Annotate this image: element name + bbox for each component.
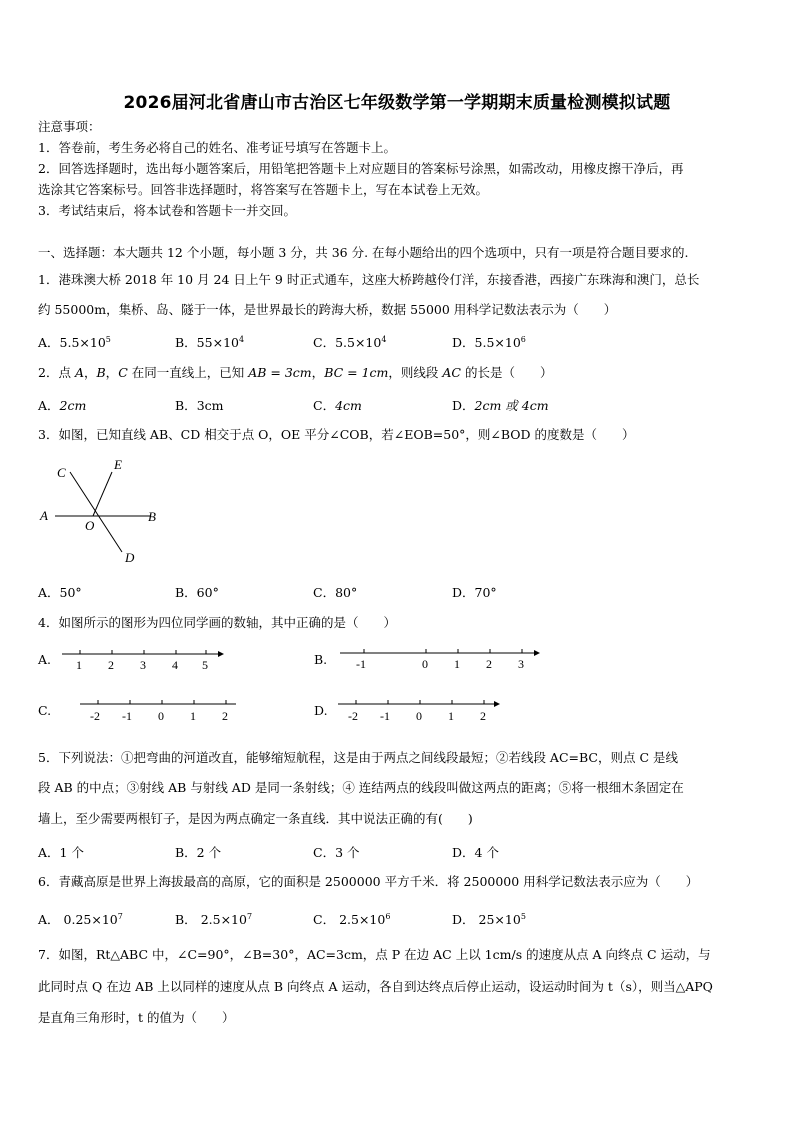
- tick-label: -2: [348, 709, 358, 723]
- q3-question: 3．如图，已知直线 AB、CD 相交于点 O，OE 平分∠COB，若∠EOB=50°，则∠BOD 的度数是（ ）: [38, 427, 635, 442]
- q7-line: 此同时点 Q 在边 AB 上以同样的速度从点 B 向终点 A 运动，各自到达终点后停止运动，设运动时间为 t（s），则当△APQ: [38, 979, 713, 994]
- number-line-a: [58, 645, 228, 673]
- number-line-b: [336, 644, 546, 672]
- q6-option-b[interactable]: [175, 910, 252, 928]
- tick-label: 1: [454, 657, 460, 671]
- tick-label: 2: [480, 709, 486, 723]
- notice-item: 3．考试结束后，将本试卷和答题卡一并交回。: [38, 203, 296, 218]
- q3-option-a[interactable]: A．50°: [38, 585, 82, 600]
- number-line-d: [334, 696, 509, 724]
- arrow-icon: [534, 650, 540, 656]
- q1-line: 约 55000m，集桥、岛、隧于一体，是世界最长的跨海大桥，数据 55000 用科学记数法表示为（ ）: [38, 302, 617, 317]
- notice-item: 2．回答选择题时，选出每小题答案后，用铅笔把答题卡上对应题目的答案标号涂黑，如需改动，用橡皮擦干净后，再: [38, 161, 684, 176]
- arrow-icon: [494, 701, 500, 707]
- tick-label: 5: [202, 658, 208, 672]
- option-text: C．5.5×10: [313, 335, 382, 350]
- point-label: C: [118, 365, 128, 380]
- exponent: 5: [520, 911, 526, 921]
- q3-figure: [30, 452, 180, 568]
- math-expression: AB = 3cm: [248, 365, 312, 380]
- q2-text: ，则线段: [388, 365, 443, 380]
- label-o: O: [85, 518, 95, 533]
- label-c: C: [57, 465, 66, 480]
- tick-label: -1: [122, 709, 132, 723]
- q1-option-b[interactable]: [175, 333, 244, 351]
- exponent: 4: [381, 334, 387, 344]
- exponent: 4: [238, 334, 245, 344]
- option-text: D．5.5×10: [452, 335, 521, 350]
- q5-line: 墙上，至少需要两根钉子，是因为两点确定一条直线．其中说法正确的有( ): [38, 811, 473, 826]
- point-label: A: [74, 365, 84, 380]
- exponent: 7: [246, 911, 253, 921]
- option-text: A．5.5×10: [38, 335, 106, 350]
- point-label: B: [96, 365, 106, 380]
- option-value: 2cm 或 4cm: [474, 398, 549, 413]
- option-letter: C．: [313, 398, 336, 413]
- option-letter: C．: [313, 912, 336, 927]
- option-letter: B．: [175, 398, 197, 413]
- tick-label: 1: [190, 709, 196, 723]
- tick-label: -1: [356, 657, 366, 671]
- option-value: 3cm: [196, 398, 224, 413]
- q5-option-c[interactable]: C．3 个: [313, 845, 360, 860]
- option-letter: D．: [452, 398, 475, 413]
- notice-item: 1．答卷前，考生务必将自己的姓名、准考证号填写在答题卡上。: [38, 140, 396, 155]
- q6-option-c[interactable]: [313, 910, 390, 928]
- label-e: E: [114, 457, 122, 472]
- q5-option-b[interactable]: B．2 个: [175, 845, 222, 860]
- q4-option-d[interactable]: D.: [314, 703, 328, 718]
- q4-option-a[interactable]: A.: [38, 652, 52, 667]
- notice-item: 选涂其它答案标号。回答非选择题时，将答案写在答题卡上，写在本试卷上无效。: [38, 182, 489, 197]
- q1-option-d[interactable]: [452, 333, 526, 351]
- option-value: 2.5×10: [339, 912, 386, 927]
- q3-option-d[interactable]: D．70°: [452, 585, 497, 600]
- tick-label: 0: [416, 709, 422, 723]
- exponent: 6: [385, 911, 391, 921]
- option-value: 0.25×10: [63, 912, 118, 927]
- tick-label: 0: [158, 709, 164, 723]
- label-b: B: [148, 509, 156, 524]
- label-a: A: [40, 508, 48, 523]
- q3-option-b[interactable]: B．60°: [175, 585, 219, 600]
- q2-text: 的长是（ ）: [460, 365, 553, 380]
- q2-option-c[interactable]: [313, 396, 362, 414]
- exponent: 5: [105, 334, 111, 344]
- q1-option-a[interactable]: [38, 333, 111, 351]
- tick-label: 3: [518, 657, 524, 671]
- q2-question: 2．点 A，B，C 在同一直线上，已知 AB = 3cm，BC = 1cm，则线段 AC 的长是（ ）: [38, 365, 553, 380]
- q6-option-d[interactable]: [452, 910, 526, 928]
- q7-line: 是直角三角形时，t 的值为（ ）: [38, 1010, 235, 1025]
- tick-label: 4: [172, 658, 178, 672]
- option-text: B．55×10: [175, 335, 239, 350]
- tick-label: -1: [380, 709, 390, 723]
- q1-line: 1．港珠澳大桥 2018 年 10 月 24 日上午 9 时正式通车，这座大桥跨越伶仃洋，东接香港，西接广东珠海和澳门，总长: [38, 272, 700, 287]
- q6-question: 6．青藏高原是世界上海拔最高的高原，它的面积是 2500000 平方千米．将 2500000 用科学记数法表示应为（ ）: [38, 874, 699, 889]
- option-value: 4cm: [335, 398, 362, 413]
- option-value: 25×10: [478, 912, 521, 927]
- arrow-icon: [218, 651, 224, 657]
- math-expression: BC = 1cm: [324, 365, 389, 380]
- tick-label: 1: [448, 709, 454, 723]
- option-value: 2.5×10: [200, 912, 247, 927]
- tick-label: 2: [486, 657, 492, 671]
- tick-label: -2: [90, 709, 100, 723]
- tick-label: 1: [76, 658, 82, 672]
- q2-text: 2．点: [38, 365, 75, 380]
- q2-option-d[interactable]: [452, 396, 549, 414]
- q5-option-d[interactable]: D．4 个: [452, 845, 499, 860]
- ray-oe: [93, 472, 112, 516]
- tick-label: 2: [222, 709, 228, 723]
- page-title: 2026届河北省唐山市古治区七年级数学第一学期期末质量检测模拟试题: [123, 93, 671, 113]
- q6-option-a[interactable]: [38, 910, 123, 928]
- option-letter: A．: [38, 912, 60, 927]
- q7-line: 7．如图，Rt△ABC 中，∠C=90°，∠B=30°，AC=3cm，点 P 在边 AC 上以 1cm/s 的速度从点 A 向终点 C 运动，与: [38, 947, 711, 962]
- q5-option-a[interactable]: A．1 个: [38, 845, 84, 860]
- label-d: D: [125, 550, 135, 565]
- option-letter: D．: [452, 912, 475, 927]
- exponent: 6: [520, 334, 526, 344]
- q4-question: 4．如图所示的图形为四位同学画的数轴，其中正确的是（ ）: [38, 615, 396, 630]
- math-expression: AC: [442, 365, 461, 380]
- q2-text: 在同一直线上，已知: [127, 365, 249, 380]
- line-cd: [70, 472, 122, 552]
- option-letter: B．: [175, 912, 197, 927]
- q5-line: 5．下列说法：①把弯曲的河道改直，能够缩短航程，这是由于两点之间线段最短；②若线段 AC=BC，则点 C 是线: [38, 750, 678, 765]
- q4-option-b[interactable]: B.: [314, 652, 328, 667]
- section-heading: 一、选择题：本大题共 12 个小题，每小题 3 分，共 36 分. 在每小题给出的四个选项中，只有一项是符合题目要求的.: [38, 245, 689, 260]
- tick-label: 2: [108, 658, 114, 672]
- q4-option-c[interactable]: C.: [38, 703, 52, 718]
- tick-label: 3: [140, 658, 146, 672]
- q1-option-c[interactable]: [313, 333, 386, 351]
- tick-label: 0: [422, 657, 428, 671]
- option-letter: A．: [38, 398, 60, 413]
- option-value: 2cm: [59, 398, 87, 413]
- q2-option-a[interactable]: [38, 396, 86, 414]
- q2-option-b[interactable]: [175, 396, 224, 414]
- q3-option-c[interactable]: C．80°: [313, 585, 358, 600]
- notice-heading: 注意事项：: [38, 119, 101, 134]
- q5-line: 段 AB 的中点；③射线 AB 与射线 AD 是同一条射线；④ 连结两点的线段叫做这两点的距离；⑤将一根细木条固定在: [38, 780, 684, 795]
- exponent: 7: [117, 911, 123, 921]
- number-line-c: [76, 696, 246, 724]
